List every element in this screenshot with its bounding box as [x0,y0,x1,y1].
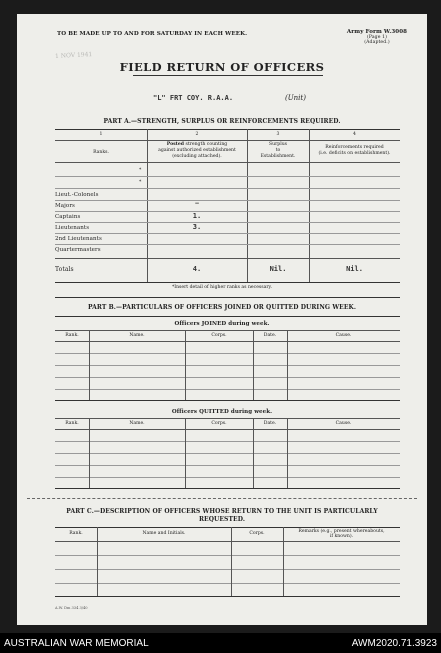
surplus-header-line2: to [275,148,281,153]
col-number-4: 4 [353,132,356,137]
part-c-header-rule [55,541,400,542]
part-c-heading-line1: PART C.—DESCRIPTION OF OFFICERS WHOSE RETURN TO THE UNIT IS PARTICULARLY [66,508,378,515]
posted-majors: — [195,200,199,207]
joined-row-rule-3 [55,377,400,378]
quitted-row-rule-4 [55,477,400,478]
part-c-col-name: Name and Initials. [142,531,186,536]
dashed-separator [27,498,417,499]
row-rule-5 [55,244,400,245]
part-c-col-rule-3 [283,527,284,596]
posted-header-line2: against authorized establishment [158,148,236,153]
part-b-heading-rule [55,316,400,317]
joined-col-name: Name. [129,333,145,338]
quitted-table-bottom [55,488,400,489]
joined-title: Officers JOINED during week. [174,321,270,327]
joined-col-cause: Cause. [335,333,352,338]
rank-lieutenants: Lieutenants [55,225,90,231]
joined-col-rule-4 [287,330,288,400]
star-row-rule-2 [55,188,400,189]
joined-row-rule-2 [55,365,400,366]
joined-col-corps: Corps. [211,333,227,338]
joined-col-rule-1 [89,330,90,400]
posted-header-line3: (excluding attached). [172,154,222,159]
posted-header [147,142,247,160]
posted-captains: 1. [192,212,202,220]
reinforcements-header-line2: (i.e. deficits on establishment). [318,151,391,156]
title-underline [133,75,323,76]
footer-institution: AUSTRALIAN WAR MEMORIAL [4,638,149,649]
joined-header-rule [55,341,400,342]
part-a-bottom-rule [55,282,400,283]
part-c-remarks-line2: if known). [329,534,354,539]
rank-majors: Majors [55,203,75,209]
col-number-3: 3 [276,132,280,137]
part-c-heading-line2: REQUESTED. [198,516,246,523]
totals-label: Totals [55,266,74,273]
quitted-header-rule [55,429,400,430]
part-c-row-rule-3 [55,583,400,584]
row-rule-3 [55,222,400,223]
ranks-header: Ranks. [93,150,109,155]
col-number-1: 1 [99,132,103,137]
quitted-title: Officers QUITTED during week. [171,409,273,415]
posted-header-rest: strength counting [184,142,228,147]
row-rule-4 [55,233,400,234]
part-a-top-rule [55,129,400,130]
rank-2nd-lieutenants: 2nd Lieutenants [55,236,102,242]
quitted-col-corps: Corps. [211,421,227,426]
posted-lieutenants: 3. [192,223,202,231]
totals-surplus: Nil. [269,265,287,273]
reinforcements-header [309,145,400,157]
quitted-row-rule-2 [55,453,400,454]
page-number: (Page 1) [366,35,388,40]
quitted-row-rule-1 [55,441,400,442]
form-id [337,29,417,45]
rank-quartermasters: Quartermasters [55,247,101,253]
part-c-remarks-line1: Remarks (e.g., present whereabouts, [298,529,385,534]
form-number: Army Form W.3008 [346,29,408,35]
col-number-2: 2 [195,132,199,137]
unit-label: (Unit) [285,94,306,102]
posted-header-bold: Posted [166,142,185,147]
faded-date-stamp: 1 NOV 1941 [54,51,93,60]
archive-footer [0,633,441,653]
rank-captains: Captains [55,214,81,220]
quitted-row-rule-3 [55,465,400,466]
part-c-row-rule-2 [55,569,400,570]
page-title: FIELD RETURN OF OFFICERS [119,60,325,74]
rank-lieut-colonels: Lieut.-Colonels [55,192,99,198]
quitted-col-rule-2 [185,418,186,488]
joined-col-date: Date. [263,333,277,338]
joined-col-rank: Rank. [65,333,79,338]
row-rule-1 [55,200,400,201]
row-rule-2 [55,211,400,212]
part-c-col-rule-1 [97,527,98,596]
part-a-col-rule-2 [247,129,248,282]
part-a-heading: PART A.—STRENGTH, SURPLUS OR REINFORCEMENTS REQUIRED. [103,118,341,125]
instruction-text: TO BE MADE UP TO AND FOR SATURDAY IN EACH WEEK. [57,31,248,37]
totals-reinforcements: Nil. [346,265,363,273]
joined-table-top [55,330,400,331]
quitted-col-date: Date. [263,421,277,426]
totals-posted: 4. [192,265,202,273]
unit-value: "L" FRT COY. R.A.A. [153,94,234,102]
part-c-col-corps: Corps. [249,531,265,536]
col-number-rule [55,140,400,141]
surplus-header [247,142,309,160]
joined-row-rule-4 [55,389,400,390]
quitted-col-rule-1 [89,418,90,488]
totals-top-rule [55,258,400,259]
header-bottom-rule [55,162,400,163]
reinforcements-header-line1: Reinforcements required [325,145,384,150]
part-c-row-rule-1 [55,555,400,556]
part-b-top-rule [55,297,400,298]
part-c-col-rank: Rank. [69,531,83,536]
surplus-header-line3: Establishment. [260,154,296,159]
quitted-col-name: Name. [129,421,145,426]
part-a-col-rule-3 [309,129,310,282]
adapted-note: (Adapted.) [364,40,390,45]
footer-accession-number: AWM2020.71.3923 [351,638,437,649]
printer-imprint: A.W. Dm 334 3/40 [55,606,88,610]
part-a-footnote: *Insert detail of higher ranks as necessary. [171,285,273,290]
quitted-col-rule-4 [287,418,288,488]
quitted-col-rule-3 [253,418,254,488]
quitted-col-rank: Rank. [65,421,79,426]
part-c-col-rule-2 [231,527,232,596]
higher-rank-star-2: * [139,180,142,185]
joined-table-bottom [55,400,400,401]
quitted-table-top [55,418,400,419]
part-c-heading [17,508,427,524]
joined-row-rule-1 [55,353,400,354]
higher-rank-star-1: * [139,168,142,173]
part-c-bottom-rule [55,596,400,597]
part-b-heading: PART B.—PARTICULARS OF OFFICERS JOINED OR QUITTED DURING WEEK. [87,304,357,311]
joined-col-rule-3 [253,330,254,400]
star-row-rule-1 [55,176,400,177]
joined-col-rule-2 [185,330,186,400]
form-sheet [17,14,427,625]
part-c-col-remarks [283,529,400,539]
part-c-top-rule [55,527,400,528]
quitted-col-cause: Cause. [335,421,352,426]
surplus-header-line1: Surplus [268,142,288,147]
